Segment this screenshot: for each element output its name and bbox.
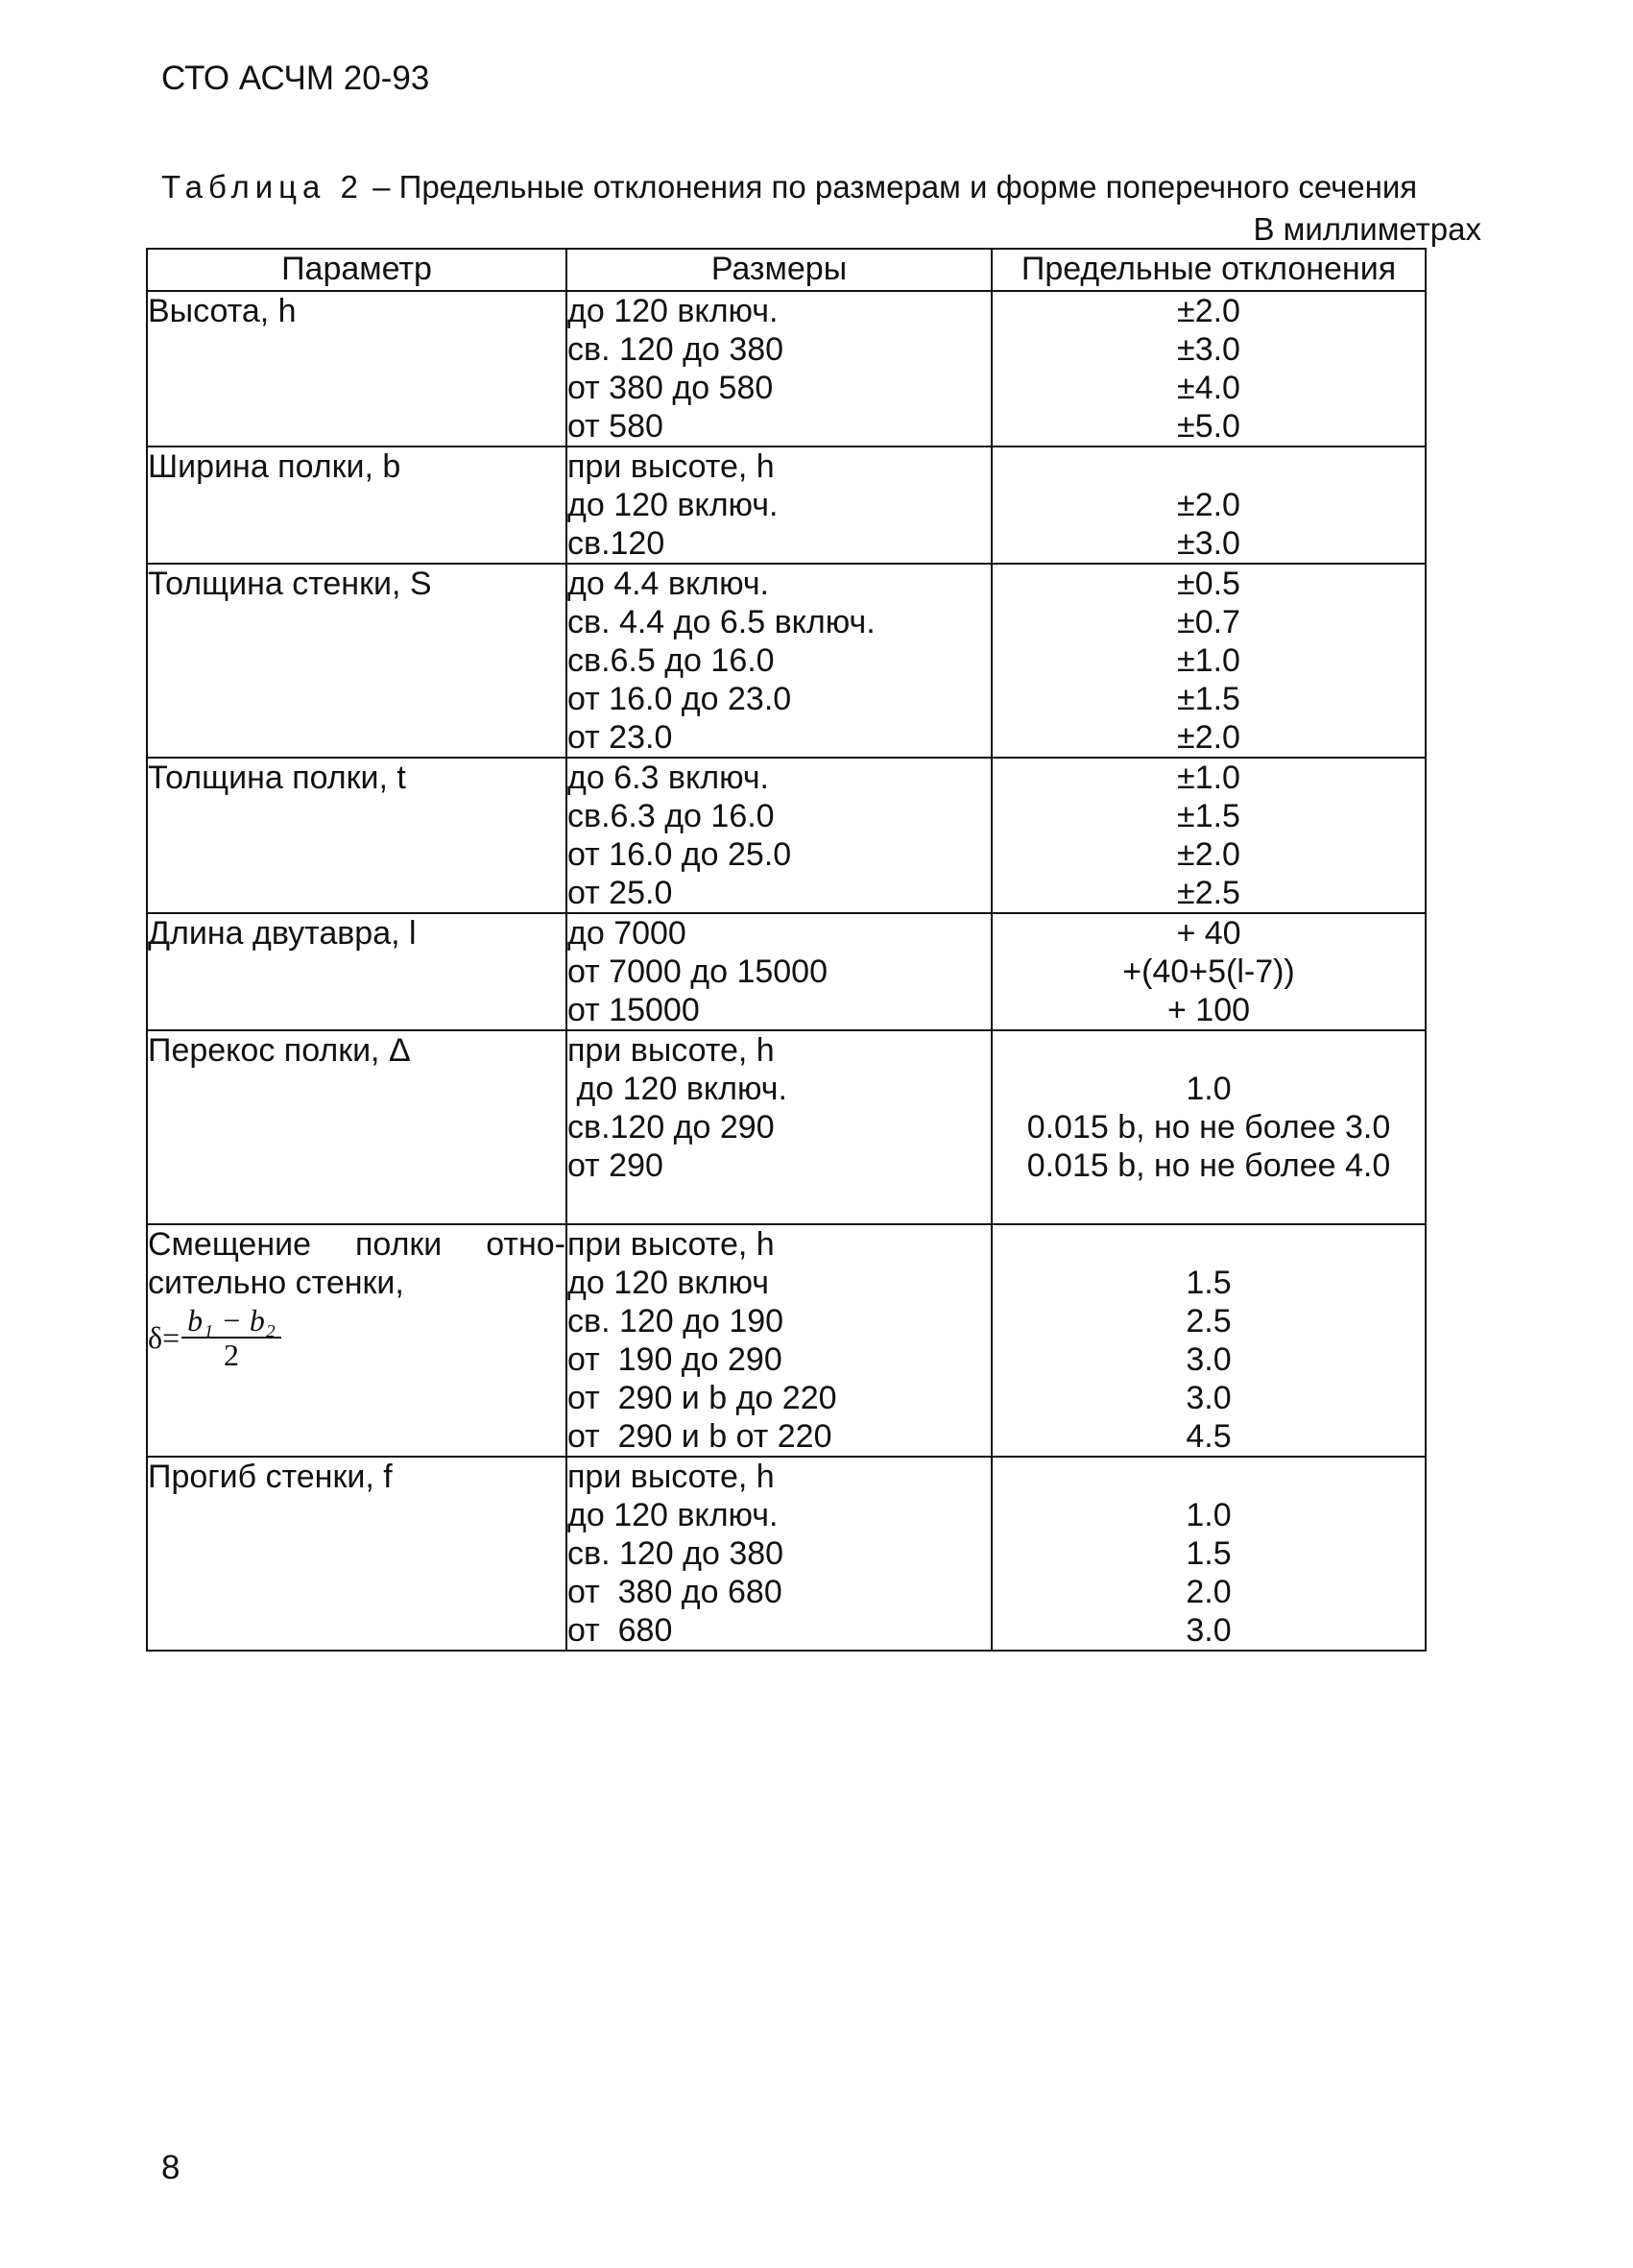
parameter-cell <box>147 1030 566 1224</box>
deviation-value: 4.5 <box>1186 1418 1232 1455</box>
table-units: В миллиметрах <box>1253 211 1481 247</box>
size-value: св. 4.4 до 6.5 включ. <box>567 604 876 640</box>
formula-lhs: δ= <box>148 1320 180 1355</box>
size-value: от 190 до 290 <box>567 1341 782 1378</box>
row-spacer <box>567 1185 991 1223</box>
table-row <box>147 564 1426 758</box>
size-value: до 4.4 включ. <box>567 566 769 602</box>
deviations-table <box>146 248 1427 1652</box>
sizes-cell <box>566 1030 992 1224</box>
deviation-value: 0.015 b, но не более 3.0 <box>1026 1109 1391 1146</box>
deviation-value: ±1.0 <box>1177 760 1240 796</box>
deviation-value: 3.0 <box>1186 1612 1232 1649</box>
size-value: от 680 <box>567 1612 673 1649</box>
parameter-cell <box>147 913 566 1030</box>
deviation-value: ±4.0 <box>1177 370 1240 406</box>
table-caption <box>161 169 1417 205</box>
deviations-cell <box>992 758 1426 913</box>
size-value: до 7000 <box>567 915 686 952</box>
deviation-value: 3.0 <box>1186 1380 1232 1416</box>
deviation-value: ±1.5 <box>1177 798 1240 834</box>
parameter-name: Толщина полки, t <box>148 760 406 796</box>
deviation-value: 2.0 <box>1186 1574 1232 1610</box>
size-value: при высоте, h <box>567 1032 775 1069</box>
size-value: св.6.5 до 16.0 <box>567 642 775 679</box>
size-value: до 120 включ <box>567 1265 769 1301</box>
deviation-value: ±2.5 <box>1177 875 1240 911</box>
deviation-value: 1.0 <box>1186 1497 1232 1533</box>
size-value: от 290 и b до 220 <box>567 1380 837 1416</box>
deviation-value <box>993 447 1425 486</box>
size-value: от 380 до 580 <box>567 370 774 406</box>
size-value: при высоте, h <box>567 1459 775 1495</box>
deviation-value: 1.0 <box>1186 1071 1232 1107</box>
sizes-cell <box>566 564 992 758</box>
deviation-value: 3.0 <box>1186 1341 1232 1378</box>
deviation-value <box>993 1458 1425 1496</box>
document-code: СТО АСЧМ 20-93 <box>161 60 430 97</box>
deviations-cell <box>992 1224 1426 1457</box>
table-row <box>147 913 1426 1030</box>
table-row <box>147 758 1426 913</box>
size-value: от 16.0 до 25.0 <box>567 836 792 873</box>
deviation-value <box>993 1225 1425 1264</box>
deviation-value: ±2.0 <box>1177 836 1240 873</box>
size-value: при высоте, h <box>567 448 775 485</box>
deviation-value: + 100 <box>1166 992 1251 1028</box>
deviation-value: ±2.0 <box>1177 719 1240 756</box>
table-row <box>147 1030 1426 1224</box>
size-value: от 290 <box>567 1147 663 1184</box>
size-value: от 7000 до 15000 <box>567 953 829 990</box>
parameter-name: Прогиб стенки, f <box>148 1459 393 1495</box>
offset-formula <box>148 1304 565 1371</box>
size-value: до 120 включ. <box>567 293 779 329</box>
parameter-name: Длина двутавра, l <box>148 915 417 952</box>
column-header-sizes: Размеры <box>566 249 992 291</box>
size-value: до 6.3 включ. <box>567 760 769 796</box>
deviation-value: ±5.0 <box>1177 408 1240 445</box>
size-value: от 380 до 680 <box>567 1574 782 1610</box>
size-value: до 120 включ. <box>567 1071 787 1107</box>
table-row <box>147 1224 1426 1457</box>
deviations-cell <box>992 564 1426 758</box>
size-value: св. 120 до 380 <box>567 331 784 368</box>
deviation-value: ±3.0 <box>1177 331 1240 368</box>
table-row <box>147 1457 1426 1651</box>
parameter-cell <box>147 758 566 913</box>
parameter-cell <box>147 291 566 446</box>
size-value: св. 120 до 190 <box>567 1303 784 1339</box>
table-caption-title: – Предельные отклонения по размерам и форме поперечного сечения <box>363 169 1418 205</box>
deviation-value: ±2.0 <box>1177 293 1240 329</box>
table-caption-label: Таблица 2 <box>161 169 364 205</box>
parameter-cell <box>147 1224 566 1457</box>
size-value: св.120 <box>567 525 665 562</box>
page-number: 8 <box>161 2149 180 2186</box>
deviations-cell <box>992 291 1426 446</box>
parameter-name-line: Смещение полки отно- <box>148 1226 565 1263</box>
deviation-value: 2.5 <box>1186 1303 1232 1339</box>
deviation-value: ±0.7 <box>1177 604 1240 640</box>
sizes-cell <box>566 291 992 446</box>
size-value: св.6.3 до 16.0 <box>567 798 775 834</box>
deviations-cell <box>992 1030 1426 1224</box>
deviation-value: ±1.5 <box>1177 681 1240 717</box>
deviations-cell <box>992 446 1426 564</box>
sizes-cell <box>566 913 992 1030</box>
table-header-row <box>147 249 1426 291</box>
size-value: до 120 включ. <box>567 1497 779 1533</box>
deviation-value: ±0.5 <box>1177 566 1240 602</box>
size-value: от 290 и b от 220 <box>567 1418 832 1455</box>
table-row <box>147 291 1426 446</box>
table-row <box>147 446 1426 564</box>
size-value: св.120 до 290 <box>567 1109 775 1146</box>
parameter-cell <box>147 1457 566 1651</box>
deviations-cell <box>992 913 1426 1030</box>
parameter-name: Перекос полки, Δ <box>148 1032 411 1069</box>
deviation-value: +(40+5(l-7)) <box>1122 953 1295 990</box>
parameter-name: Толщина стенки, S <box>148 566 432 602</box>
deviation-value: ±3.0 <box>1177 525 1240 562</box>
deviation-value: + 40 <box>1176 915 1241 952</box>
deviation-value: 1.5 <box>1186 1265 1232 1301</box>
sizes-cell <box>566 446 992 564</box>
column-header-deviations: Предельные отклонения <box>992 249 1426 291</box>
formula-denominator: 2 <box>224 1338 240 1372</box>
formula-fraction <box>181 1304 281 1371</box>
sizes-cell <box>566 1224 992 1457</box>
deviations-cell <box>992 1457 1426 1651</box>
deviation-value: 1.5 <box>1186 1535 1232 1572</box>
deviation-value <box>993 1031 1425 1070</box>
deviation-value: ±2.0 <box>1177 487 1240 523</box>
size-value: от 23.0 <box>567 719 673 756</box>
size-value: от 25.0 <box>567 875 673 911</box>
sizes-cell <box>566 758 992 913</box>
size-value: св. 120 до 380 <box>567 1535 784 1572</box>
size-value: до 120 включ. <box>567 487 779 523</box>
parameter-name-line: сительно стенки, <box>148 1265 404 1301</box>
deviation-value: 0.015 b, но не более 4.0 <box>1026 1147 1391 1184</box>
deviation-value: ±1.0 <box>1177 642 1240 679</box>
formula-numerator: b₁ − b₂ <box>181 1304 281 1339</box>
parameter-cell <box>147 446 566 564</box>
parameter-cell <box>147 564 566 758</box>
sizes-cell <box>566 1457 992 1651</box>
parameter-name: Высота, h <box>148 293 297 329</box>
column-header-parameter: Параметр <box>147 249 566 291</box>
size-value: при высоте, h <box>567 1226 775 1263</box>
size-value: от 580 <box>567 408 663 445</box>
parameter-name: Ширина полки, b <box>148 448 401 485</box>
size-value: от 16.0 до 23.0 <box>567 681 792 717</box>
size-value: от 15000 <box>567 992 700 1028</box>
